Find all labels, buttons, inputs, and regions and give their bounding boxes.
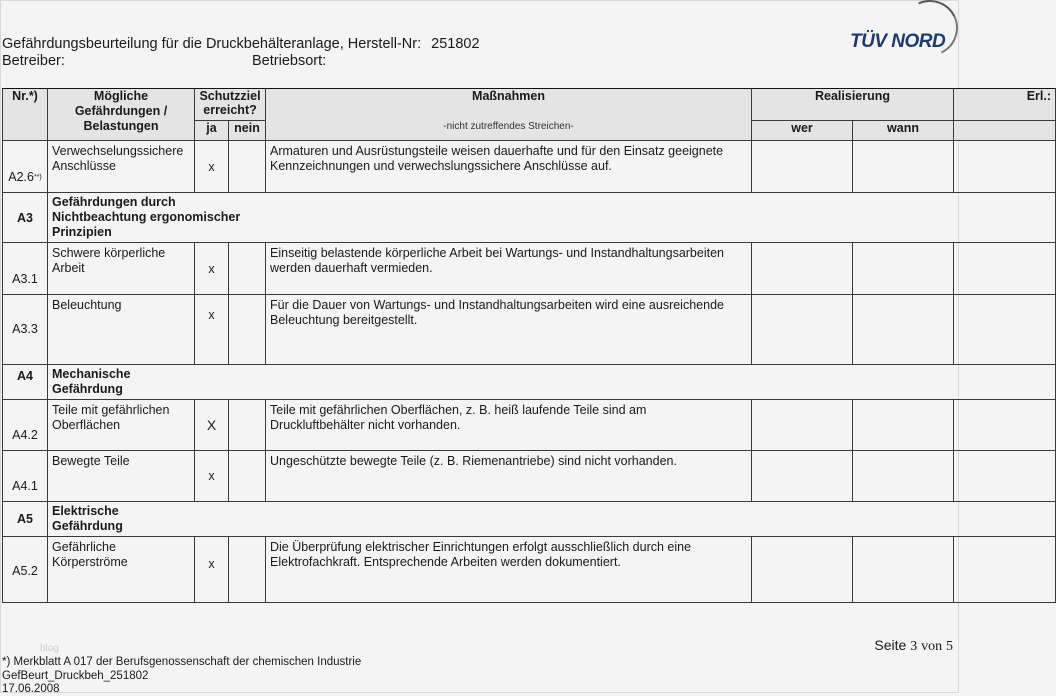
section-title: Gefährdungen durch Nichtbeachtung ergonomischer Prinzipien — [48, 193, 1056, 243]
row-ja[interactable]: X — [195, 400, 229, 451]
header-wann: wann — [853, 121, 954, 141]
row-gefaehrdung: Gefährliche Körperströme — [48, 537, 195, 603]
page-label: Seite — [874, 637, 907, 653]
header-erl-sub — [954, 121, 1056, 141]
table-row — [3, 451, 1056, 502]
header-row-1 — [3, 89, 1056, 121]
row-gefaehrdung: Schwere körperliche Arbeit — [48, 243, 195, 295]
row-ja[interactable]: x — [195, 451, 229, 502]
row-wer[interactable] — [752, 243, 853, 295]
section-row — [3, 193, 1056, 243]
row-erl[interactable] — [954, 400, 1056, 451]
document-header — [2, 36, 480, 70]
herstell-nr: 251802 — [431, 36, 480, 52]
tuev-nord-logo — [848, 26, 958, 66]
operator-line — [2, 53, 480, 70]
row-nein[interactable] — [229, 451, 266, 502]
row-nein[interactable] — [229, 243, 266, 295]
risk-assessment-table — [2, 88, 1056, 603]
betreiber-label: Betreiber: — [2, 53, 65, 69]
row-wer[interactable] — [752, 451, 853, 502]
row-ja[interactable]: x — [195, 141, 229, 193]
table-row — [3, 141, 1056, 193]
page-of: von — [921, 639, 943, 654]
row-erl[interactable] — [954, 141, 1056, 193]
row-massnahme: Ungeschützte bewegte Teile (z. B. Riemenantriebe) sind nicht vorhanden. — [266, 451, 752, 502]
row-nein[interactable] — [229, 537, 266, 603]
row-wann[interactable] — [853, 400, 954, 451]
section-row — [3, 502, 1056, 537]
row-nr: A5.2 — [3, 537, 48, 603]
row-gefaehrdung: Verwechselungssichere Anschlüsse — [48, 141, 195, 193]
row-wer[interactable] — [752, 295, 853, 365]
page-indicator — [874, 637, 953, 655]
row-massnahme: Teile mit gefährlichen Oberflächen, z. B. heiß laufende Teile sind am Druckluftbehälter nicht vorhanden. — [266, 400, 752, 451]
row-wann[interactable] — [853, 451, 954, 502]
betriebsort-label: Betriebsort: — [252, 53, 327, 69]
row-erl[interactable] — [954, 451, 1056, 502]
row-massnahme: Einseitig belastende körperliche Arbeit bei Wartungs- und Instandhaltungsarbeiten werden dauerhaft vermieden. — [266, 243, 752, 295]
row-nr: A3.3 — [3, 295, 48, 365]
header-nr: Nr.*) — [3, 89, 48, 141]
page-current: 3 — [910, 639, 918, 654]
row-erl[interactable] — [954, 537, 1056, 603]
row-wann[interactable] — [853, 537, 954, 603]
row-wer[interactable] — [752, 537, 853, 603]
header-wer: wer — [752, 121, 853, 141]
logo-text: TÜV NORD — [850, 31, 946, 52]
header-nein: nein — [229, 121, 266, 141]
row-nein[interactable] — [229, 141, 266, 193]
row-nr: A3.1 — [3, 243, 48, 295]
table-row — [3, 295, 1056, 365]
row-wann[interactable] — [853, 295, 954, 365]
row-nein[interactable] — [229, 400, 266, 451]
header-erl: Erl.: — [954, 89, 1056, 121]
row-nr: A4.1 — [3, 451, 48, 502]
header-schutzziel: Schutzziel erreicht? — [195, 89, 266, 121]
row-erl[interactable] — [954, 243, 1056, 295]
row-gefaehrdung: Teile mit gefährlichen Oberflächen — [48, 400, 195, 451]
row-ja[interactable]: x — [195, 537, 229, 603]
header-massnahmen-sub: -nicht zutreffendes Streichen- — [266, 121, 752, 141]
row-wann[interactable] — [853, 141, 954, 193]
section-title: Mechanische Gefährdung — [48, 365, 1056, 400]
watermark: blog — [40, 643, 59, 654]
table-row — [3, 400, 1056, 451]
section-nr: A5 — [3, 502, 48, 537]
header-ja: ja — [195, 121, 229, 141]
header-gefaehrdungen: Mögliche Gefährdungen / Belastungen — [48, 89, 195, 141]
header-massnahmen: Maßnahmen — [266, 89, 752, 121]
section-nr: A4 — [3, 365, 48, 400]
title-label: Gefährdungsbeurteilung für die Druckbehälteranlage, Herstell-Nr: — [2, 36, 422, 52]
row-massnahme: Die Überprüfung elektrischer Einrichtungen erfolgt ausschließlich durch eine Elektrofachkraft. Entsprechende Arbeiten werden dokumentiert. — [266, 537, 752, 603]
row-massnahme: Armaturen und Ausrüstungsteile weisen dauerhafte und für den Einsatz geeignete Kennzeichnungen und verwechslungssichere Anschlüsse auf. — [266, 141, 752, 193]
page-total: 5 — [946, 639, 953, 654]
row-massnahme: Für die Dauer von Wartungs- und Instandhaltungsarbeiten wird eine ausreichende Beleuchtung bereitgestellt. — [266, 295, 752, 365]
document-date: 17.06.2008 — [2, 683, 60, 695]
row-nr: A2.6**) — [3, 141, 48, 193]
section-title: Elektrische Gefährdung — [48, 502, 1056, 537]
table-row — [3, 243, 1056, 295]
header-realisierung: Realisierung — [752, 89, 954, 121]
section-nr: A3 — [3, 193, 48, 243]
row-erl[interactable] — [954, 295, 1056, 365]
document-title — [2, 36, 480, 53]
footnote: *) Merkblatt A 017 der Berufsgenossenschaft der chemischen Industrie — [2, 656, 362, 668]
row-wer[interactable] — [752, 141, 853, 193]
row-wann[interactable] — [853, 243, 954, 295]
row-wer[interactable] — [752, 400, 853, 451]
row-gefaehrdung: Bewegte Teile — [48, 451, 195, 502]
table-row — [3, 537, 1056, 603]
row-nr: A4.2 — [3, 400, 48, 451]
row-gefaehrdung: Beleuchtung — [48, 295, 195, 365]
row-ja[interactable]: x — [195, 243, 229, 295]
row-ja[interactable]: x — [195, 295, 229, 365]
file-name: GefBeurt_Druckbeh_251802 — [2, 670, 149, 682]
row-nein[interactable] — [229, 295, 266, 365]
section-row — [3, 365, 1056, 400]
